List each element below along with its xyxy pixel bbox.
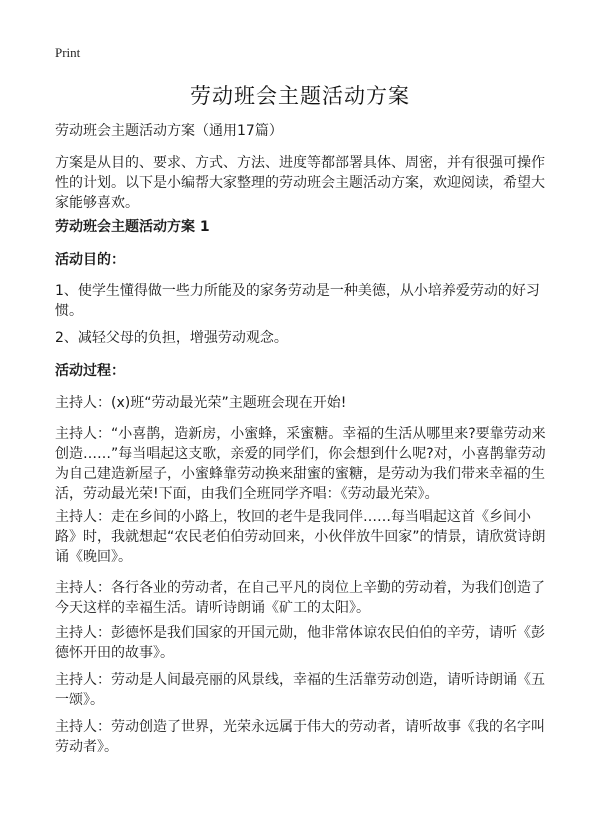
process-paragraph-1: 主持人：(x)班“劳动最光荣”主题班会现在开始!	[55, 395, 347, 411]
process-paragraph-3: 主持人：走在乡间的小路上，牧回的老牛是我同伴……每当唱起这首《乡间小路》时，我就想起“农民老伯伯劳动回来，小伙伴放牛回家”的情景，请欣赏诗朗诵《晚回》。	[55, 509, 546, 565]
process-paragraph-7: 主持人：劳动创造了世界，光荣永远属于伟大的劳动者，请听故事《我的名字叫劳动者》。	[55, 719, 545, 755]
intro-paragraph: 方案是从目的、要求、方式、方法、进度等都部署具体、周密，并有很强可操作性的计划。以下是小编帮大家整理的劳动班会主题活动方案，欢迎阅读，希望大家能够喜欢。	[55, 155, 545, 211]
print-link[interactable]: Print	[55, 45, 81, 60]
purpose-item-1: 1、使学生懂得做一些力所能及的家务劳动是一种美德，从小培养爱劳动的好习惯。	[55, 283, 540, 319]
purpose-heading: 活动目的：	[55, 252, 125, 268]
page-title: 劳动班会主题活动方案	[190, 84, 410, 108]
process-paragraph-2: 主持人：“小喜鹊，造新房，小蜜蜂，采蜜糖。幸福的生活从哪里来?要靠劳动来创造……”每当唱起这支歌，亲爱的同学们，你会想到什么呢?对，小喜鹊靠劳动为自己建造新屋子，小蜜蜂靠劳动换来甜蜜的蜜糖，是劳动为我们带来幸福的生活，劳动最光荣!下面，由我们全班同学齐唱：《劳动最光荣》。	[55, 426, 546, 502]
process-paragraph-5: 主持人：彭德怀是我们国家的开国元勋，他非常体谅农民伯伯的辛劳，请听《彭德怀开田的故事》。	[55, 625, 545, 661]
section-title: 劳动班会主题活动方案 1	[55, 219, 210, 235]
process-paragraph-6: 主持人：劳动是人间最亮丽的风景线，幸福的生活靠劳动创造，请听诗朗诵《五一颂》。	[55, 672, 545, 708]
purpose-item-2: 2、减轻父母的负担，增强劳动观念。	[55, 330, 288, 346]
process-heading: 活动过程：	[55, 363, 125, 379]
document-subtitle: 劳动班会主题活动方案（通用17篇）	[55, 123, 283, 139]
process-paragraph-4: 主持人：各行各业的劳动者，在自己平凡的岗位上辛勤的劳动着，为我们创造了今天这样的幸福生活。请听诗朗诵《矿工的太阳》。	[55, 580, 545, 616]
